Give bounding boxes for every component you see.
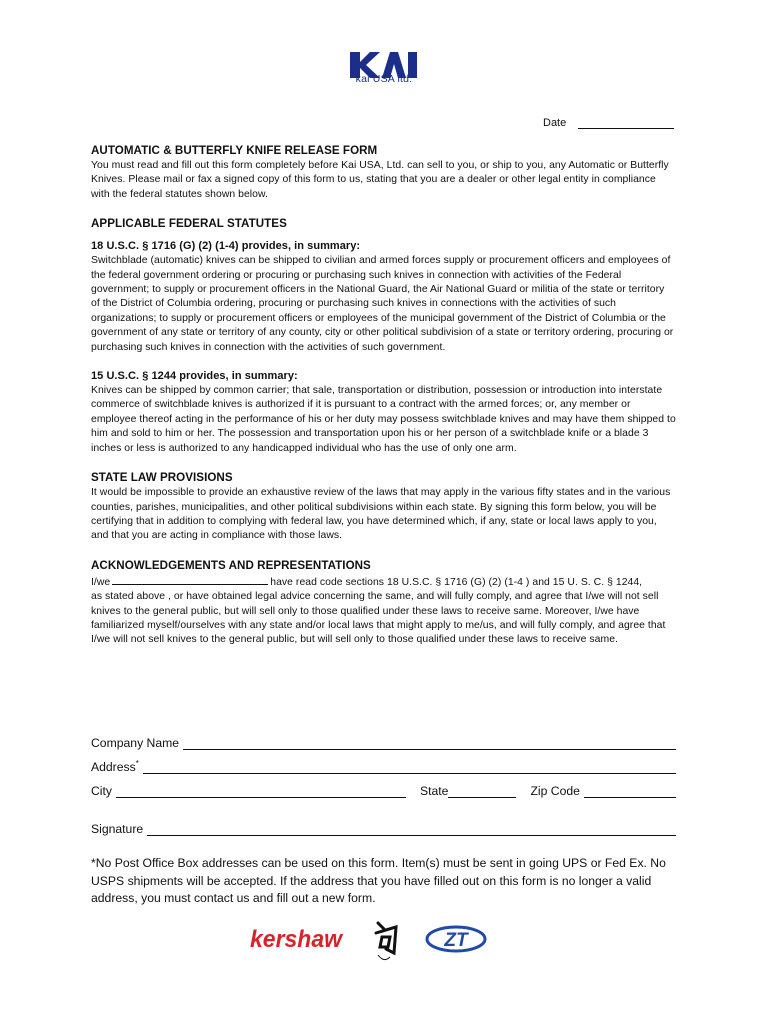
state-law-heading: STATE LAW PROVISIONS xyxy=(91,471,233,485)
state-law-text: It would be impossible to provide an exhaustive review of the laws that may apply in the various fifty states and in the various counties, parishes, municipalities, and other political subdivisions within each state. By signing this form below, you will be certifying that in addition to complying with federal law, you have determined which, if any, state or local laws apply to you, and that you are acting in compliance with those laws. xyxy=(91,487,671,542)
address-label xyxy=(91,759,139,774)
form-intro: You must read and fill out this form completely before Kai USA, Ltd. can sell to you, or ship to you, any Automatic or Butterfly Knives. Please mail or fax a signed copy of this form to us, stating that you are a dealer or other legal entity in compliance with the federal statutes shown below. xyxy=(91,160,669,200)
state-label: State xyxy=(420,784,449,798)
form-body xyxy=(91,143,676,648)
form-title: AUTOMATIC & BUTTERFLY KNIFE RELEASE FORM xyxy=(91,144,378,157)
usc-1244-heading: 15 U.S.C. § 1244 provides, in summary: xyxy=(91,370,298,383)
federal-heading: APPLICABLE FEDERAL STATUTES xyxy=(91,217,287,231)
kai-usa-label: kai USA ltd. xyxy=(355,73,413,85)
signature-field[interactable] xyxy=(147,823,676,836)
usc-1244-text: Knives can be shipped by common carrier; that sale, transportation or distribution, possession or introduction into interstate commerce of switchblade knives is authorized if it is pursuant to a contract with the armed forces; or, any member or employee thereof acting in the performance of his or her duty may possess switchblade knives and may have them shipped to him and sold to him or her. The possession and transportation upon his or her person of a switchblade knife or a blade 3 inches or less is authorized to any handicapped individual who has the use of only one arm. xyxy=(91,385,676,454)
ack-rest-text: as stated above , or have obtained legal advice concerning the same, and will fully comply, and agree that I/we will not sell knives to the general public, but will sell only to those qualified under these laws to receive same. Moreover, I/we have familiarized myself/ourselves with any state and/or local laws that might apply to me/us, and will fully comply, and agree that I/we will not sell knives to the general public, but will sell only to those qualified under these laws to receive same. xyxy=(91,591,666,646)
date-label: Date xyxy=(543,117,567,129)
ack-paragraph xyxy=(91,574,676,648)
date-field[interactable] xyxy=(578,117,674,129)
company-label: Company Name xyxy=(91,736,180,750)
signature-row xyxy=(91,812,676,836)
shun-logo-glyph xyxy=(376,923,396,953)
city-label: City xyxy=(91,784,112,798)
city-field[interactable] xyxy=(116,785,406,798)
state-field[interactable] xyxy=(448,785,516,798)
shun-logo-mark xyxy=(378,955,390,960)
ack-first-line-text: have read code sections 18 U.S.C. § 1716 (G) (2) (1-4 ) and 15 U. S. C. § 1244, xyxy=(270,576,643,588)
usc-1716-heading: 18 U.S.C. § 1716 (G) (2) (1-4) provides, in summary: xyxy=(91,240,361,253)
zt-logo-text: ZT xyxy=(444,930,468,951)
address-field[interactable] xyxy=(143,761,676,774)
names-blank-field[interactable] xyxy=(112,574,268,585)
zip-label: Zip Code xyxy=(530,784,580,798)
ack-heading: ACKNOWLEDGEMENTS AND REPRESENTATIONS xyxy=(91,558,371,572)
address-asterisk: * xyxy=(135,758,139,768)
address-row xyxy=(91,750,676,774)
date-row xyxy=(543,117,674,129)
signature-label: Signature xyxy=(91,822,144,836)
po-box-note: *No Post Office Box addresses can be used on this form. Item(s) must be sent in going UPS or Fed Ex. No USPS shipments will be accepted. If the address that you have filled out on this form is no longer a valid address, you must contact us and fill out a new form. xyxy=(91,856,666,905)
usc-1716-text: Switchblade (automatic) knives can be shipped to civilian and armed forces supply or procurement officers and employees of the federal government ordering or procuring or purchasing such knives in connection with activities of the Federal government; to supply or procurement officers in the National Guard, the Air National Guard or militia of the state or territory of the District of Columbia ordering, procuring or purchasing such knives in connections with the activities of such organizations; to supply or procurement officers or employees of the municipal government of the District of Columbia or the government of any state or territory of any county, city or other political subdivision of a state or territory ordering, procuring or purchasing such knives in connection with the activities of such government. xyxy=(91,255,674,353)
company-row xyxy=(91,726,676,750)
shun-logo xyxy=(376,923,396,960)
city-state-zip-row xyxy=(91,774,676,798)
contact-fields xyxy=(91,726,676,836)
kershaw-logo: kershaw xyxy=(250,926,344,953)
address-label-text: Address xyxy=(91,760,136,774)
company-name-field[interactable] xyxy=(183,737,676,750)
zt-logo xyxy=(427,927,485,951)
brand-logos xyxy=(250,915,490,965)
zip-code-field[interactable] xyxy=(584,785,676,798)
ack-first-line xyxy=(91,574,676,590)
ack-lead: I/we xyxy=(91,576,111,588)
